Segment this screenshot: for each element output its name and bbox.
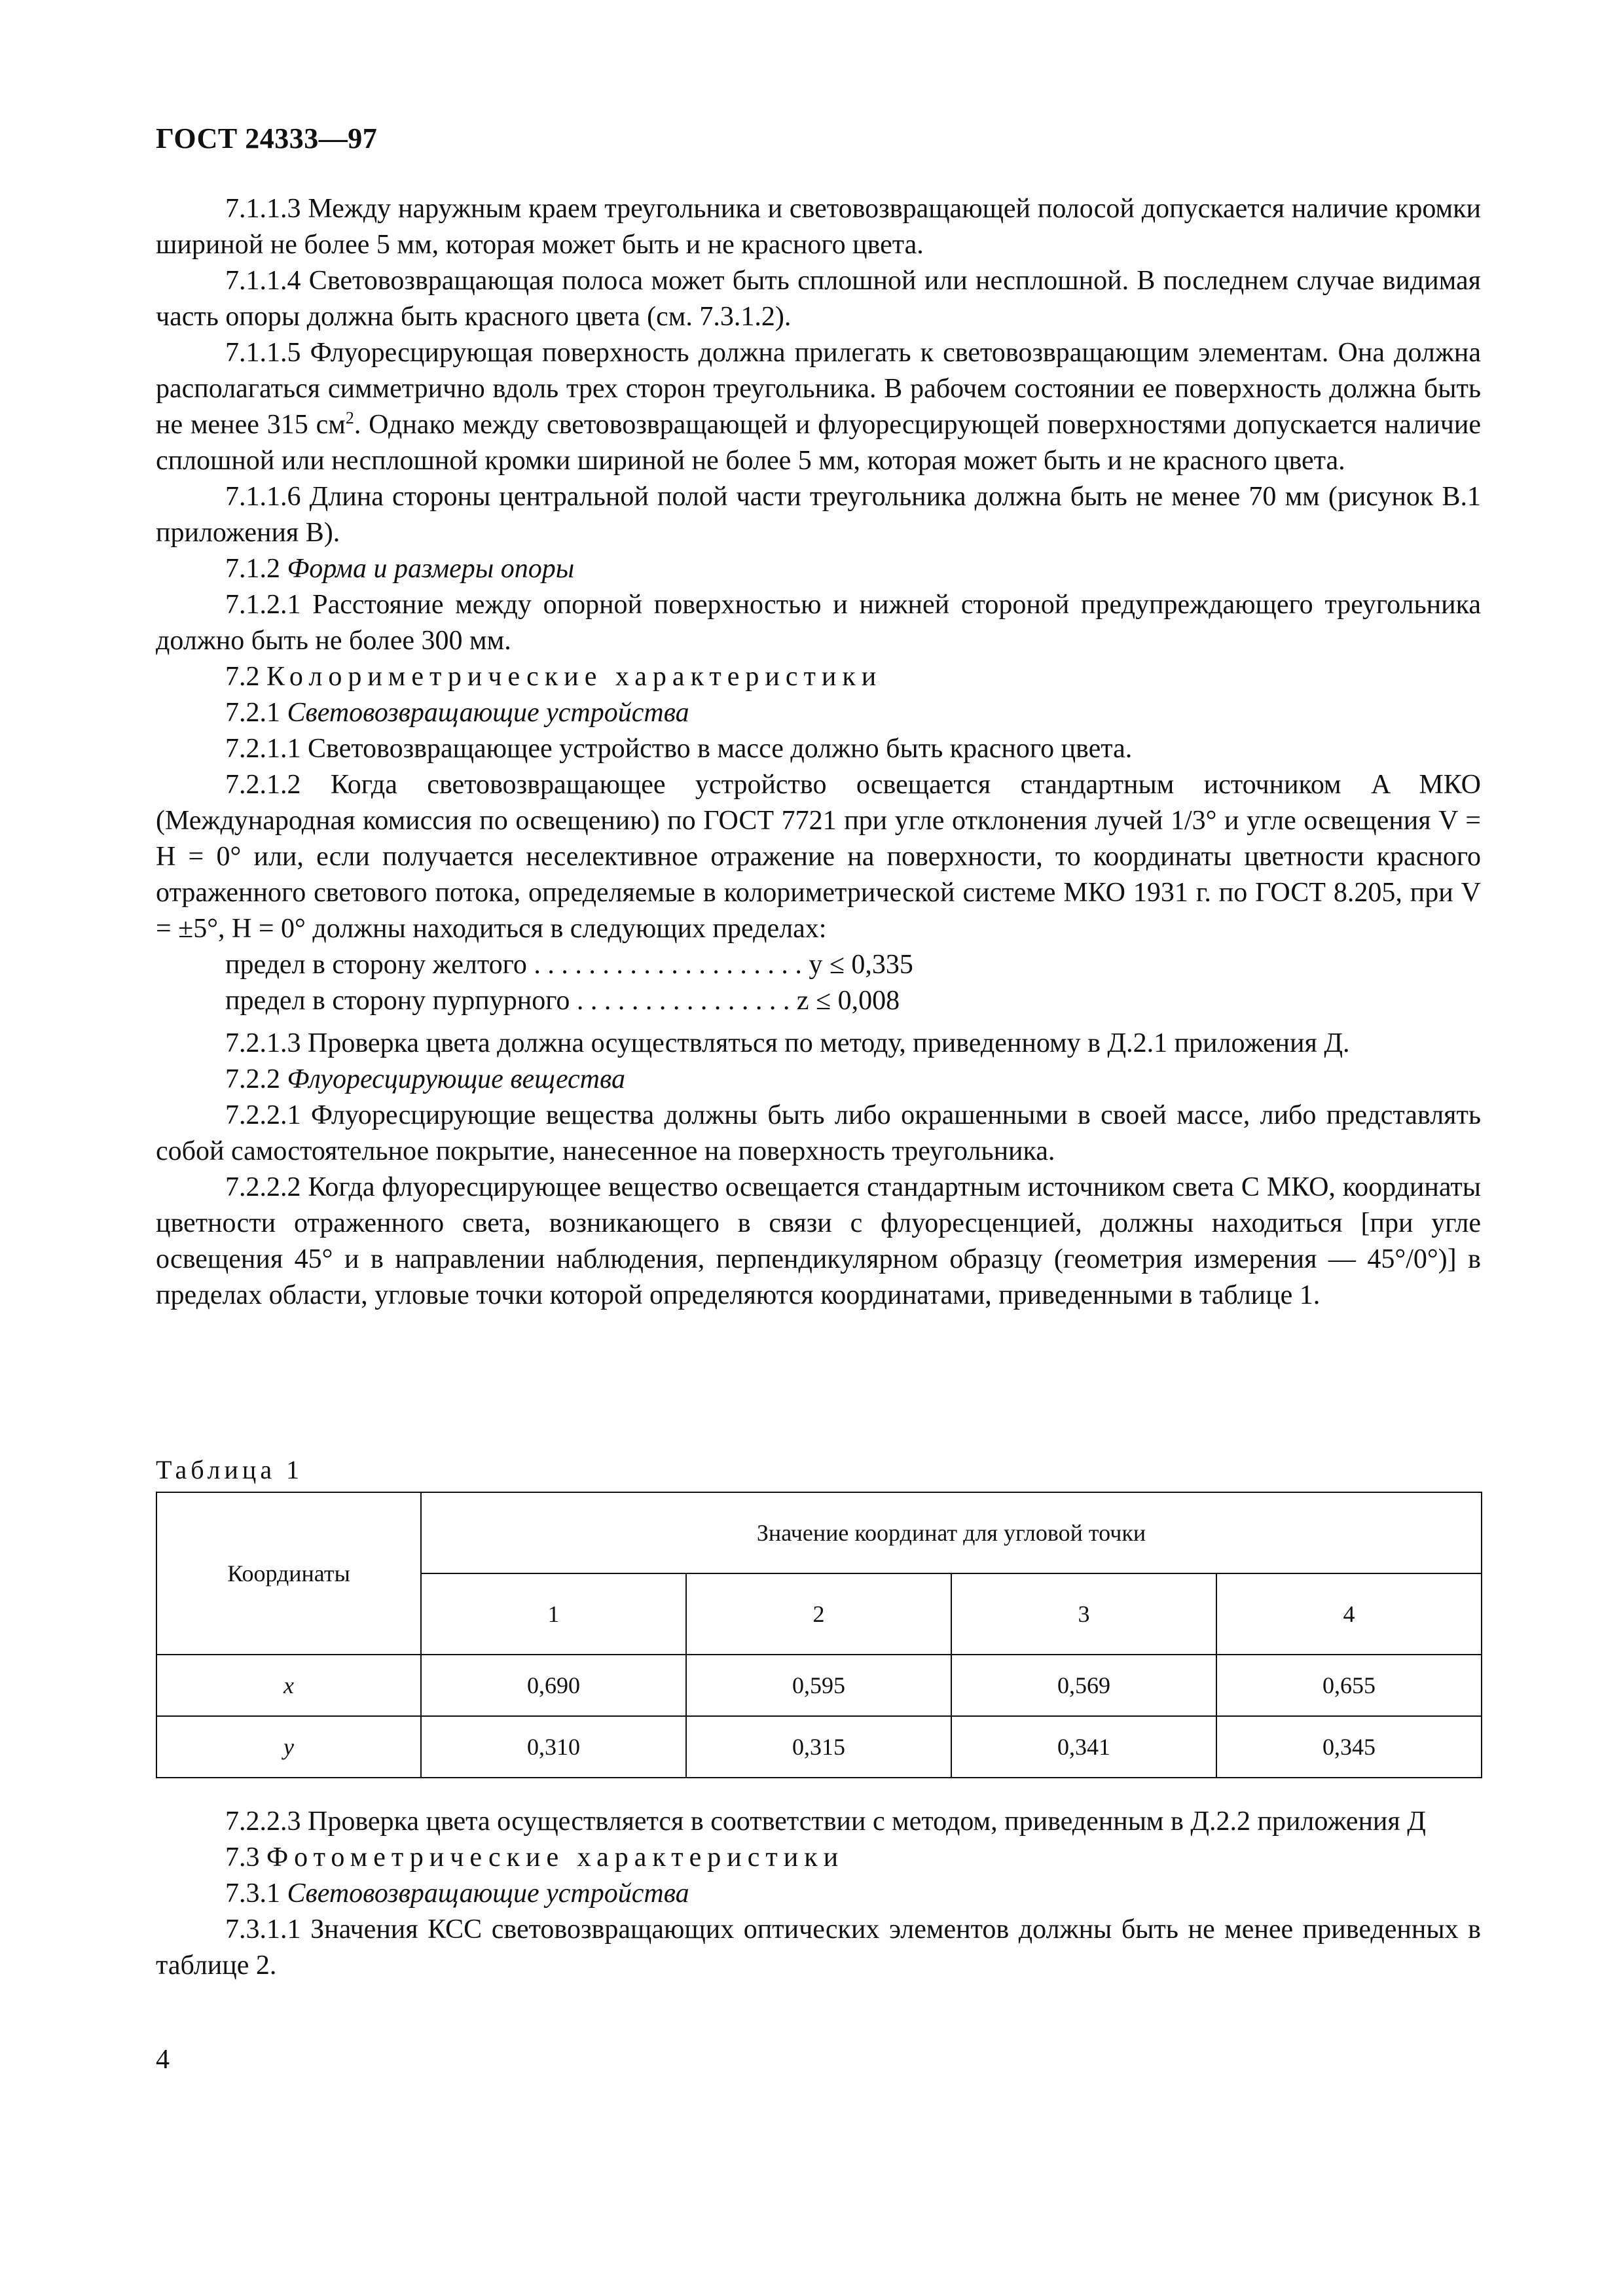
table-cell: 0,315 xyxy=(686,1716,951,1778)
table-cell: 0,345 xyxy=(1216,1716,1482,1778)
page-number: 4 xyxy=(156,2045,170,2075)
heading-7-2-number: 7.2 xyxy=(225,662,260,692)
heading-7-2-2-title: Флуоресцирующие вещества xyxy=(287,1064,625,1094)
table-cell: 0,690 xyxy=(421,1655,686,1716)
paragraph-7-2-2-1: 7.2.2.1 Флуоресцирующие вещества должны быть либо окрашенными в своей массе, либо представлять собой самостоятельное покрытие, нанесенное на поверхность треугольника. xyxy=(156,1100,1481,1166)
heading-7-3 xyxy=(156,1840,1481,1876)
table-cell: 0,310 xyxy=(421,1716,686,1778)
paragraph-7-1-1-4: 7.1.1.4 Световозвращающая полоса может быть сплошной или несплошной. В последнем случае видимая часть опоры должна быть красного цвета (см. 7.3.1.2). xyxy=(156,266,1481,332)
heading-7-2-1-title: Световозвращающие устройства xyxy=(287,698,689,728)
col-header-coordinates: Координаты xyxy=(156,1492,421,1655)
paragraph-7-1-2-1: 7.1.2.1 Расстояние между опорной поверхностью и нижней стороной предупреждающего треугольника должно быть не более 300 мм. xyxy=(156,590,1481,656)
col-header-point: 3 xyxy=(951,1573,1216,1655)
superscript-2: 2 xyxy=(345,408,354,427)
after-table-text xyxy=(156,1804,1481,1984)
body-text xyxy=(156,191,1481,1314)
heading-7-3-number: 7.3 xyxy=(225,1842,260,1873)
paragraph-7-2-2-2: 7.2.2.2 Когда флуоресцирующее вещество освещается стандартным источником света C МКО, координаты цветности отраженного света, возникающего в связи с флуоресценцией, должны находиться [при угле освещения 45° и в направлении наблюдения, перпендикулярном образцу (геометрия измерения — 45°/0°)] в пределах области, угловые точки которой определяются координатами, приведенными в таблице 1. xyxy=(156,1172,1481,1310)
paragraph-7-1-1-5 xyxy=(156,335,1481,479)
heading-7-2-1 xyxy=(156,695,1481,731)
table-cell: 0,569 xyxy=(951,1655,1216,1716)
limits-list xyxy=(156,947,1481,1019)
col-header-point: 2 xyxy=(686,1573,951,1655)
heading-7-2-2 xyxy=(156,1062,1481,1098)
document-header: ГОСТ 24333—97 xyxy=(156,122,378,154)
table-1-title: Таблица 1 xyxy=(156,1455,304,1484)
table-cell: 0,655 xyxy=(1216,1655,1482,1716)
paragraph-7-3-1-1: 7.3.1.1 Значения КСС световозвращающих оптических элементов должны быть не менее приведенных в таблице 2. xyxy=(156,1914,1481,1981)
limit-purple: предел в сторону пурпурного . . . . . . . . . . . . . . . . z ≤ 0,008 xyxy=(225,986,900,1016)
paragraph-7-1-1-5-part1: 7.1.1.5 Флуоресцирующая поверхность должна прилегать к световозвращающим элементам. Она должна располагаться симметрично вдоль трех сторон треугольника. В рабочем состоянии ее поверхность должна быть не менее 315 см xyxy=(156,338,1481,440)
paragraph-7-2-2-3: 7.2.2.3 Проверка цвета осуществляется в соответствии с методом, приведенным в Д.2.2 приложения Д xyxy=(225,1806,1426,1837)
row-label: x xyxy=(156,1655,421,1716)
table-1 xyxy=(156,1492,1482,1778)
heading-7-3-1 xyxy=(156,1876,1481,1912)
heading-7-2 xyxy=(156,659,1481,695)
heading-7-3-1-title: Световозвращающие устройства xyxy=(287,1878,689,1909)
table-cell: 0,341 xyxy=(951,1716,1216,1778)
paragraph-7-1-1-3: 7.1.1.3 Между наружным краем треугольника и световозвращающей полосой допускается наличие кромки шириной не более 5 мм, которая может быть и не красного цвета. xyxy=(156,194,1481,260)
heading-7-1-2-number: 7.1.2 xyxy=(225,554,280,584)
paragraph-7-2-1-1: 7.2.1.1 Световозвращающее устройство в массе должно быть красного цвета. xyxy=(225,734,1133,764)
heading-7-2-2-number: 7.2.2 xyxy=(225,1064,280,1094)
paragraph-7-1-1-5-part2: . Однако между световозвращающей и флуоресцирующей поверхностями допускается наличие сплошной или несплошной кромки шириной не более 5 мм, которая может быть и не красного цвета. xyxy=(156,410,1481,476)
table-row xyxy=(156,1655,1482,1716)
col-header-point: 4 xyxy=(1216,1573,1482,1655)
paragraph-7-2-1-2: 7.2.1.2 Когда световозвращающее устройство освещается стандартным источником A МКО (Международная комиссия по освещению) по ГОСТ 7721 при угле отклонения лучей 1/3° и угле освещения V = H = 0° или, если получается неселективное отражение на поверхности, то координаты цветности красного отраженного светового потока, определяемые в колориметрической системе МКО 1931 г. по ГОСТ 8.205, при V = ±5°, H = 0° должны находиться в следующих пределах: xyxy=(156,770,1481,944)
table-header-row xyxy=(156,1492,1482,1573)
table-cell: 0,595 xyxy=(686,1655,951,1716)
heading-7-3-title: Фотометрические характеристики xyxy=(266,1842,845,1873)
heading-7-1-2 xyxy=(156,551,1481,587)
heading-7-2-1-number: 7.2.1 xyxy=(225,698,280,728)
heading-7-1-2-title: Форма и размеры опоры xyxy=(287,554,575,584)
limit-yellow: предел в сторону желтого . . . . . . . . . . . . . . . . . . . . y ≤ 0,335 xyxy=(225,950,913,980)
paragraph-7-2-1-3: 7.2.1.3 Проверка цвета должна осуществляться по методу, приведенному в Д.2.1 приложения Д. xyxy=(225,1028,1350,1058)
table-row xyxy=(156,1716,1482,1778)
paragraph-7-1-1-6: 7.1.1.6 Длина стороны центральной полой части треугольника должна быть не менее 70 мм (рисунок В.1 приложения В). xyxy=(156,482,1481,548)
col-header-point: 1 xyxy=(421,1573,686,1655)
heading-7-3-1-number: 7.3.1 xyxy=(225,1878,280,1909)
col-header-group: Значение координат для угловой точки xyxy=(421,1492,1482,1573)
heading-7-2-title: Колориметрические характеристики xyxy=(266,662,883,692)
row-label: y xyxy=(156,1716,421,1778)
